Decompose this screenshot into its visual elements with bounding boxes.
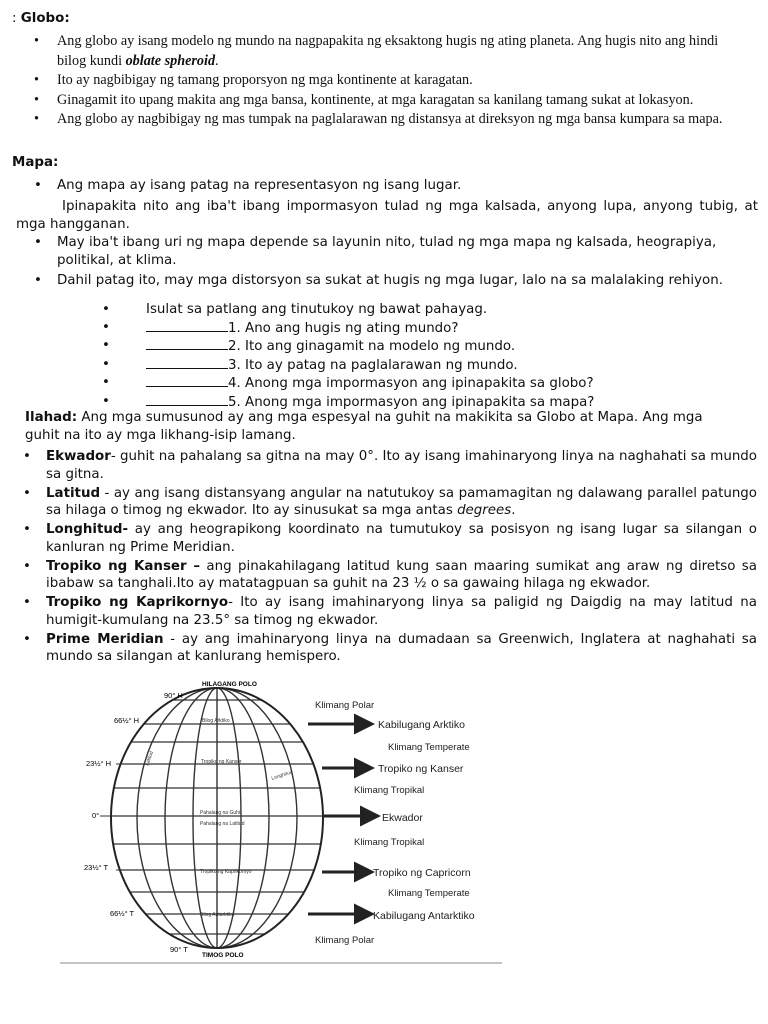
exercise-item: • 4. Anong mga impormasyon ang ipinapakita sa globo? [2,374,702,393]
answer-blank[interactable] [146,319,228,332]
deg-label: 23½° T [84,863,109,872]
exercise-item: • 3. Ito ay patag na paglalarawan ng mundo. [2,356,702,375]
inner-label: Longhitud [270,769,294,782]
globo-item: • Ito ay nagbibigay ng tamang proporsyon ng mga kontinente at karagatan. [12,71,732,91]
globo-item: • Ang globo ay nagbibigay ng mas tumpak na paglalarawan ng distansya at direksyon ng mga bansa kumpara sa mapa. [12,110,732,130]
zone-label: Klimang Tropikal [354,837,425,848]
answer-blank[interactable] [146,374,228,387]
answer-blank[interactable] [146,393,228,406]
mapa-item: • Dahil patag ito, may mga distorsyon sa sukat at hugis ng mga lugar, lalo na sa malalaking rehiyon. [12,272,757,290]
deg-label: 90° H [164,691,183,700]
globo-heading [12,10,70,28]
zone-arrows [308,724,378,914]
term-item: • Tropiko ng Kanser – ang pinakahilagang latitud kung saan maaring sumikat ang araw ng diretso sa ibabaw sa tanghali.Ito ay matatagpuan sa guhit na 23 ½ o sa gawaing hilaga ng ekwador. [1,558,757,593]
mapa-title: Mapa: [12,155,59,170]
ilahad-label: Ilahad: [25,410,78,425]
deg-label: 66½° H [114,716,140,725]
mapa-item: • Ang mapa ay isang patag na representasyon ng isang lugar. [12,177,757,195]
inner-label: Tropiko ng Kaprikornyo [200,869,252,875]
answer-blank[interactable] [146,337,228,350]
left-ticks [100,700,200,914]
exercise-item: • 5. Anong mga impormasyon ang ipinapakita sa mapa? [2,393,702,412]
line-label: Tropiko ng Capricorn [373,867,471,879]
mapa-paragraph: Ipinapakita nito ang iba't ibang impormasyon tulad ng mga kalsada, anyong lupa, anyong tubig, at mga hangganan. [16,199,758,232]
exercise-item: • 1. Ano ang hugis ng ating mundo? [2,319,702,338]
exercise-list [2,301,702,411]
mapa-list-1 [12,177,757,195]
meridian-lines [137,686,297,950]
zone-label: Klimang Polar [315,935,375,946]
exercise-item: • 2. Ito ang ginagamit na modelo ng mundo. [2,337,702,356]
mapa-item: • May iba't ibang uri ng mapa depende sa layunin nito, tulad ng mga mapa ng kalsada, heograpiya, politikal, at klima. [12,234,757,269]
globe-diagram [60,676,505,966]
ilahad-paragraph: Ilahad: Ang mga sumusunod ay ang mga espesyal na guhit na makikita sa Globo at Mapa. Ang mga guhit na ito ay mga likhang-isip lamang. [25,410,703,443]
zone-label: Klimang Temperate [388,742,470,753]
line-label: Ekwador [382,812,423,824]
term-item: • Prime Meridian - ay ang imahinaryong linya na dumadaan sa Greenwich, Inglatera at naghahati sa mundo sa silangan at kanlurang hemispero. [1,631,757,666]
inner-label: Latitud [144,750,156,767]
deg-label: 23½° H [86,759,112,768]
inner-label: Pahalang na Guhit [200,810,242,816]
mapa-list-2 [12,234,757,290]
south-pole-label: TIMOG POLO [202,952,244,959]
zone-label: Klimang Temperate [388,888,470,899]
inner-label: Pahalang na Latitud [200,821,245,827]
answer-blank[interactable] [146,356,228,369]
globo-prefix: : [12,11,17,26]
globo-item: • Ginagamit ito upang makita ang mga bansa, kontinente, at mga karagatan sa kanilang tamang sukat at lokasyon. [12,91,732,111]
terms-list [1,448,757,667]
deg-label: 66½° T [110,909,135,918]
globo-list [12,32,732,130]
zone-label: Klimang Polar [315,700,375,711]
exercise-instruction: • Isulat sa patlang ang tinutukoy ng bawat pahayag. [2,301,702,319]
zone-label: Klimang Tropikal [354,785,425,796]
north-pole-label: HILAGANG POLO [202,681,257,688]
globo-item: • Ang globo ay isang modelo ng mundo na nagpapakita ng eksaktong hugis ng ating planeta. Ang hugis nito ang hindi bilog kundi oblate spheroid. [12,32,732,71]
term-item: • Longhitud- ay ang heograpikong koordinato na tumutukoy sa posisyon ng isang lugar sa silangan o kanluran ng Prime Meridian. [1,521,757,556]
deg-label: 0° [92,811,100,820]
globo-title: Globo: [20,11,70,26]
line-label: Kabilugang Arktiko [378,719,465,731]
term-item: • Ekwador- guhit na pahalang sa gitna na may 0°. Ito ay isang imahinaryong linya na naghahati sa mundo sa gitna. [1,448,757,483]
deg-label: 90° T [170,945,188,954]
inner-label: Tropiko ng Kanser [201,759,242,765]
term-item: • Latitud - ay ang isang distansyang angular na natutukoy sa pamamagitan ng dalawang parallel patungo sa hilaga o timog ng ekwador. Ito ay sinusukat sa mga antas degrees. [1,485,757,520]
line-label: Tropiko ng Kanser [378,763,464,775]
inner-label: Bilog Arktiko [202,718,230,724]
inner-label: Bilog Antarktiko [200,912,235,918]
term-item: • Tropiko ng Kaprikornyo- Ito ay isang imahinaryong linya sa paligid ng Daigdig na may latitud na humigit-kumulang na 23.5° sa timog ng ekwador. [1,594,757,629]
line-label: Kabilugang Antarktiko [373,910,475,922]
